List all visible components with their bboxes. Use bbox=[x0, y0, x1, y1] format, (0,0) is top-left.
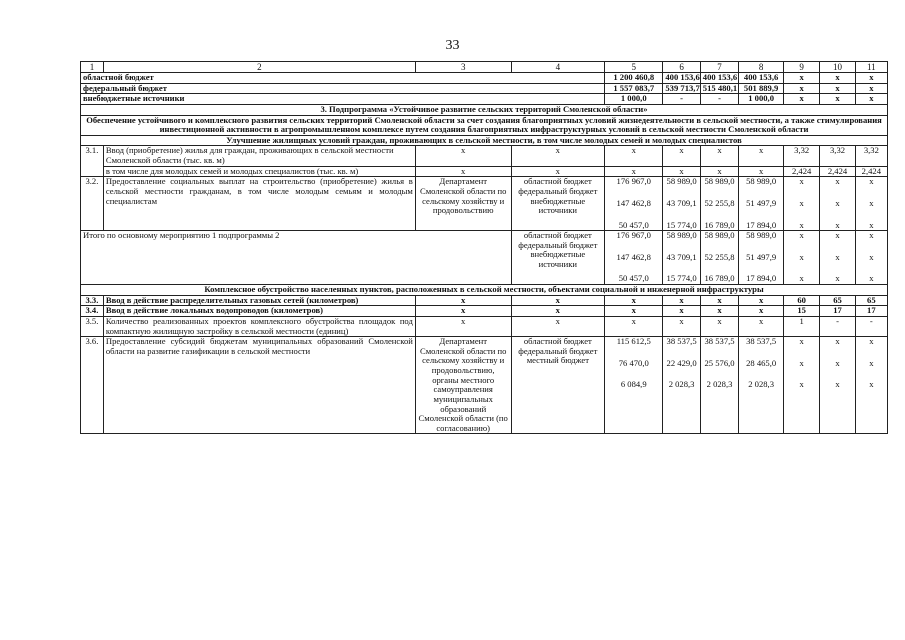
col-header: 5 bbox=[605, 62, 663, 73]
budget-value: 400 153,6 bbox=[663, 73, 700, 84]
executor: Департамент Смоленской области по сельскому хозяйству и продовольствию, органы местного самоуправления муниципальных образований Смоленской области (по согласованию) bbox=[415, 337, 511, 434]
budget-value: 1 557 083,7 bbox=[605, 83, 663, 94]
value: x bbox=[869, 219, 874, 230]
cell: - bbox=[855, 316, 887, 336]
funding-source: внебюджетные источники bbox=[530, 195, 586, 216]
values-col11 bbox=[855, 231, 887, 285]
cell: x bbox=[605, 295, 663, 306]
funding-source: федеральный бюджет bbox=[518, 239, 598, 250]
funding-source: областной бюджет bbox=[523, 176, 592, 187]
value: 16 789,0 bbox=[704, 219, 735, 230]
program-table bbox=[80, 61, 888, 434]
cell: 2,424 bbox=[820, 166, 855, 177]
col-header: 2 bbox=[103, 62, 415, 73]
cell: 17 bbox=[855, 306, 887, 317]
cell: 2,424 bbox=[783, 166, 819, 177]
goal-row bbox=[81, 115, 888, 135]
value: x bbox=[799, 230, 804, 241]
cell: x bbox=[605, 316, 663, 336]
subprogram-title-row bbox=[81, 104, 888, 115]
cell: x bbox=[739, 166, 784, 177]
budget-value: 400 153,6 bbox=[700, 73, 738, 84]
row-3-4 bbox=[81, 306, 888, 317]
cell: x bbox=[511, 316, 605, 336]
cell: x bbox=[663, 306, 700, 317]
value: x bbox=[869, 357, 874, 368]
row-3-1 bbox=[81, 146, 888, 166]
value: 2 028,3 bbox=[706, 379, 733, 390]
value: 147 462,8 bbox=[616, 197, 651, 208]
col-header: 10 bbox=[820, 62, 855, 73]
funding-source: внебюджетные источники bbox=[530, 249, 586, 270]
value: 28 465,0 bbox=[746, 357, 777, 368]
value: 58 989,0 bbox=[746, 230, 777, 241]
section2-title-row bbox=[81, 285, 888, 296]
budget-value: x bbox=[820, 83, 855, 94]
cell: x bbox=[415, 295, 511, 306]
budget-row-federal bbox=[81, 83, 888, 94]
cell: 2,424 bbox=[855, 166, 887, 177]
values-col11 bbox=[855, 337, 887, 434]
budget-value: 1 200 460,8 bbox=[605, 73, 663, 84]
cell: x bbox=[605, 146, 663, 166]
values-col10 bbox=[820, 337, 855, 434]
value: 115 612,5 bbox=[616, 336, 651, 347]
value: 76 470,0 bbox=[618, 357, 649, 368]
value: x bbox=[869, 336, 874, 347]
value: x bbox=[869, 379, 874, 390]
value: 58 989,0 bbox=[704, 176, 735, 187]
values-col9 bbox=[783, 337, 819, 434]
page-number: 33 bbox=[445, 38, 460, 53]
cell: x bbox=[739, 316, 784, 336]
budget-value: x bbox=[855, 73, 887, 84]
cell: x bbox=[700, 166, 738, 177]
value: x bbox=[869, 251, 874, 262]
value: x bbox=[799, 357, 804, 368]
values-col5 bbox=[605, 337, 663, 434]
cell: 60 bbox=[783, 295, 819, 306]
value: 2 028,3 bbox=[748, 379, 774, 390]
col-header: 7 bbox=[700, 62, 738, 73]
budget-value: x bbox=[855, 94, 887, 105]
value: 43 709,1 bbox=[666, 197, 697, 208]
value: 58 989,0 bbox=[746, 176, 777, 187]
value: x bbox=[799, 336, 804, 347]
value: x bbox=[799, 219, 804, 230]
values-col6 bbox=[663, 177, 700, 231]
value: x bbox=[799, 379, 804, 390]
cell: - bbox=[820, 316, 855, 336]
values-col5 bbox=[605, 177, 663, 231]
cell: 1 bbox=[783, 316, 819, 336]
values-col9 bbox=[783, 177, 819, 231]
row-text: Ввод в действие распределительных газовых сетей (километров) bbox=[103, 295, 415, 306]
value: 58 989,0 bbox=[666, 230, 697, 241]
values-col6 bbox=[663, 337, 700, 434]
cell: x bbox=[415, 316, 511, 336]
values-col7 bbox=[700, 337, 738, 434]
value: 176 967,0 bbox=[616, 230, 651, 241]
budget-value: x bbox=[855, 83, 887, 94]
budget-label: внебюджетные источники bbox=[81, 94, 605, 105]
value: x bbox=[835, 176, 840, 187]
row-text: Ввод (приобретение) жилья для граждан, проживающих в сельской местности Смоленской области (тыс. кв. м) bbox=[103, 146, 415, 166]
cell: x bbox=[511, 295, 605, 306]
funding-sources bbox=[511, 337, 605, 434]
cell: x bbox=[739, 306, 784, 317]
cell: 65 bbox=[855, 295, 887, 306]
value: x bbox=[799, 176, 804, 187]
value: x bbox=[835, 336, 840, 347]
cell: x bbox=[415, 146, 511, 166]
value: x bbox=[835, 357, 840, 368]
budget-value: - bbox=[663, 94, 700, 105]
value: 50 457,0 bbox=[618, 273, 649, 284]
funding-sources bbox=[511, 177, 605, 231]
values-col8 bbox=[739, 177, 784, 231]
budget-value: 1 000,0 bbox=[605, 94, 663, 105]
values-col9 bbox=[783, 231, 819, 285]
col-header: 1 bbox=[81, 62, 104, 73]
values-col11 bbox=[855, 177, 887, 231]
value: x bbox=[835, 219, 840, 230]
executor: Департамент Смоленской области по сельскому хозяйству и продовольствию bbox=[415, 177, 511, 231]
row-text: Предоставление субсидий бюджетам муниципальных образований Смоленской области на развитие газификации в сельской местности bbox=[103, 337, 415, 434]
budget-value: x bbox=[783, 94, 819, 105]
row-number: 3.3. bbox=[81, 295, 104, 306]
value: 52 255,8 bbox=[704, 251, 735, 262]
values-col10 bbox=[820, 177, 855, 231]
goal-text: Обеспечение устойчивого и комплексного развития сельских территорий Смоленской области за счет создания благоприятных условий жизнедеятельности в сельской местности, а также стимулирования инвестиционной активности в агропромышленном комплексе путем создания благоприятных инфраструктурных условий в сельской местности Смоленской области bbox=[81, 115, 888, 135]
value: 22 429,0 bbox=[666, 357, 697, 368]
cell: x bbox=[700, 316, 738, 336]
value: 176 967,0 bbox=[616, 176, 651, 187]
row-text: Количество реализованных проектов комплексного обустройства площадок под компактную жилищную застройку в сельской местности (единиц) bbox=[103, 316, 415, 336]
cell: x bbox=[511, 166, 605, 177]
value: 2 028,3 bbox=[668, 379, 695, 390]
value: x bbox=[869, 273, 874, 284]
cell: 3,32 bbox=[783, 146, 819, 166]
funding-source: областной бюджет bbox=[523, 336, 592, 347]
cell: x bbox=[663, 316, 700, 336]
funding-sources bbox=[511, 231, 605, 285]
funding-source: областной бюджет bbox=[523, 230, 592, 241]
budget-value: 515 480,1 bbox=[700, 83, 738, 94]
row-text: Ввод в действие локальных водопроводов (километров) bbox=[103, 306, 415, 317]
values-col8 bbox=[739, 231, 784, 285]
funding-source: местный бюджет bbox=[526, 355, 589, 366]
cell: 65 bbox=[820, 295, 855, 306]
values-col5 bbox=[605, 231, 663, 285]
cell: x bbox=[605, 166, 663, 177]
cell: x bbox=[739, 146, 784, 166]
row-3-2 bbox=[81, 177, 888, 231]
budget-label: федеральный бюджет bbox=[81, 83, 605, 94]
budget-value: x bbox=[820, 94, 855, 105]
row-number: 3.2. bbox=[81, 177, 104, 231]
budget-value: x bbox=[783, 83, 819, 94]
value: 51 497,9 bbox=[746, 251, 777, 262]
value: 15 774,0 bbox=[666, 273, 697, 284]
cell: x bbox=[605, 306, 663, 317]
row-number: 3.1. bbox=[81, 146, 104, 177]
cell: x bbox=[663, 295, 700, 306]
value: 38 537,5 bbox=[746, 336, 777, 347]
value: 50 457,0 bbox=[618, 219, 649, 230]
section-title: Комплексное обустройство населенных пунктов, расположенных в сельской местности, объектами социальной и инженерной инфраструктуры bbox=[81, 285, 888, 296]
column-header-row bbox=[81, 62, 888, 73]
total-label: Итого по основному мероприятию 1 подпрограммы 2 bbox=[81, 231, 512, 285]
row-number: 3.4. bbox=[81, 306, 104, 317]
cell: x bbox=[415, 306, 511, 317]
cell: 3,32 bbox=[820, 146, 855, 166]
col-header: 6 bbox=[663, 62, 700, 73]
budget-value: x bbox=[783, 73, 819, 84]
value: 43 709,1 bbox=[666, 251, 697, 262]
value: x bbox=[869, 176, 874, 187]
cell: x bbox=[739, 295, 784, 306]
row-number: 3.6. bbox=[81, 337, 104, 434]
value: 52 255,8 bbox=[704, 197, 735, 208]
row-3-6 bbox=[81, 337, 888, 434]
cell: 3,32 bbox=[855, 146, 887, 166]
cell: x bbox=[663, 146, 700, 166]
value: x bbox=[835, 251, 840, 262]
budget-value: 539 713,7 bbox=[663, 83, 700, 94]
funding-source: федеральный бюджет bbox=[518, 185, 598, 196]
row-number: 3.5. bbox=[81, 316, 104, 336]
cell: x bbox=[511, 306, 605, 317]
col-header: 8 bbox=[739, 62, 784, 73]
col-header: 3 bbox=[415, 62, 511, 73]
budget-label: областной бюджет bbox=[81, 73, 605, 84]
value: x bbox=[835, 379, 840, 390]
values-col7 bbox=[700, 177, 738, 231]
total-row bbox=[81, 231, 888, 285]
subprogram-title: 3. Подпрограмма «Устойчивое развитие сельских территорий Смоленской области» bbox=[81, 104, 888, 115]
budget-value: 1 000,0 bbox=[739, 94, 784, 105]
value: 38 537,5 bbox=[666, 336, 697, 347]
row-3-1-sub bbox=[81, 166, 888, 177]
value: x bbox=[799, 197, 804, 208]
col-header: 4 bbox=[511, 62, 605, 73]
value: 25 576,0 bbox=[704, 357, 735, 368]
values-col10 bbox=[820, 231, 855, 285]
budget-value: 501 889,9 bbox=[739, 83, 784, 94]
value: x bbox=[869, 230, 874, 241]
section1-title-row bbox=[81, 135, 888, 146]
value: x bbox=[799, 251, 804, 262]
col-header: 11 bbox=[855, 62, 887, 73]
values-col7 bbox=[700, 231, 738, 285]
value: 147 462,8 bbox=[616, 251, 651, 262]
budget-value: 400 153,6 bbox=[739, 73, 784, 84]
budget-value: - bbox=[700, 94, 738, 105]
cell: x bbox=[663, 166, 700, 177]
cell: x bbox=[415, 166, 511, 177]
value: 58 989,0 bbox=[704, 230, 735, 241]
values-col6 bbox=[663, 231, 700, 285]
value: x bbox=[835, 273, 840, 284]
value: 17 894,0 bbox=[746, 219, 777, 230]
cell: x bbox=[511, 146, 605, 166]
cell: 15 bbox=[783, 306, 819, 317]
funding-source: федеральный бюджет bbox=[518, 345, 598, 356]
value: x bbox=[869, 197, 874, 208]
section-title: Улучшение жилищных условий граждан, проживающих в сельской местности, в том числе молодых семей и молодых специалистов bbox=[81, 135, 888, 146]
values-col8 bbox=[739, 337, 784, 434]
value: 15 774,0 bbox=[666, 219, 697, 230]
row-3-5 bbox=[81, 316, 888, 336]
value: 6 084,9 bbox=[620, 379, 647, 390]
value: x bbox=[835, 230, 840, 241]
cell: x bbox=[700, 306, 738, 317]
value: 38 537,5 bbox=[704, 336, 735, 347]
budget-value: x bbox=[820, 73, 855, 84]
budget-row-extrabudget bbox=[81, 94, 888, 105]
value: x bbox=[835, 197, 840, 208]
cell: x bbox=[700, 295, 738, 306]
value: 17 894,0 bbox=[746, 273, 777, 284]
value: 58 989,0 bbox=[666, 176, 697, 187]
cell: 17 bbox=[820, 306, 855, 317]
value: x bbox=[799, 273, 804, 284]
row-text: в том числе для молодых семей и молодых специалистов (тыс. кв. м) bbox=[103, 166, 415, 177]
value: 51 497,9 bbox=[746, 197, 777, 208]
value: 16 789,0 bbox=[704, 273, 735, 284]
budget-row-regional bbox=[81, 73, 888, 84]
row-3-3 bbox=[81, 295, 888, 306]
cell: x bbox=[700, 146, 738, 166]
col-header: 9 bbox=[783, 62, 819, 73]
row-text: Предоставление социальных выплат на строительство (приобретение) жилья в сельской местности гражданам, в том числе молодым семьям и молодым специалистам bbox=[103, 177, 415, 231]
